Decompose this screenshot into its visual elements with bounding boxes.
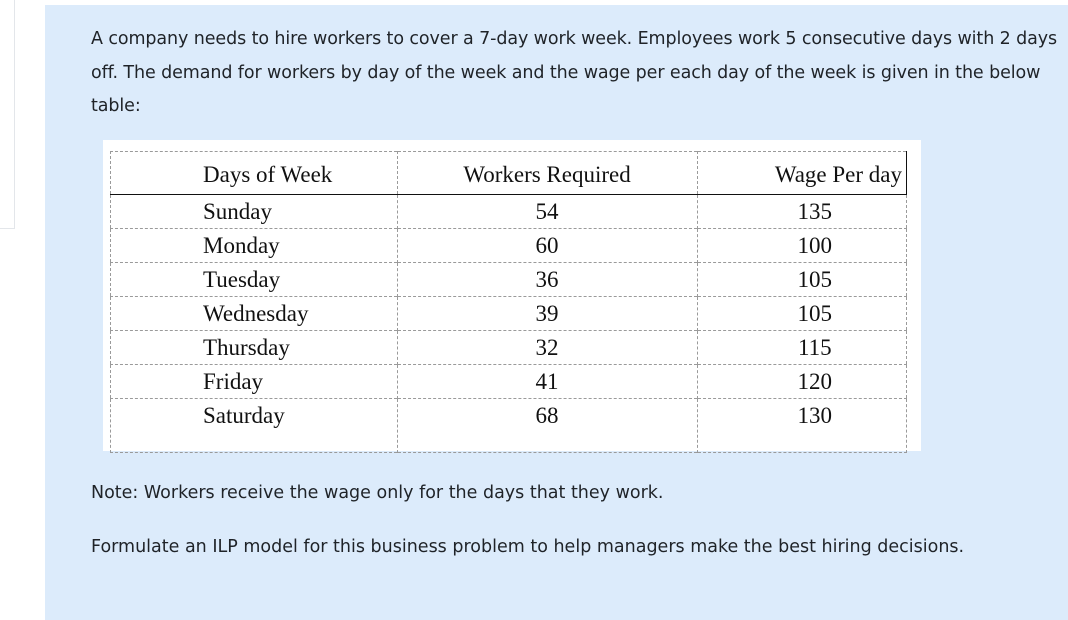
wage-cell: 130: [797, 403, 833, 428]
day-cell: Thursday: [111, 331, 398, 365]
table-row: [111, 331, 907, 365]
wage-cell: 120: [797, 369, 833, 394]
table-row: [111, 263, 907, 297]
wage-cell: 105: [797, 301, 833, 326]
left-panel-edge: [0, 0, 15, 229]
task-statement: Formulate an ILP model for this business problem to help managers make the best hiring decisions.: [91, 537, 965, 557]
workers-required-cell: 41: [397, 365, 697, 399]
demand-wage-table: [110, 151, 907, 453]
workers-required-cell: 39: [397, 297, 697, 331]
problem-statement: A company needs to hire workers to cover a 7-day work week. Employees work 5 consecutive days with 2 days off. The demand for workers by day of the week and the wage per each day of the week is given in the below table:: [91, 29, 1058, 116]
workers-required-cell: 54: [397, 195, 697, 229]
day-cell: Saturday: [111, 399, 398, 453]
table-row: [111, 229, 907, 263]
question-card: [45, 5, 1068, 620]
workers-required-cell: 36: [397, 263, 697, 297]
wage-cell: 115: [797, 335, 832, 360]
header-workers-required: Workers Required: [397, 152, 697, 195]
day-cell: Friday: [111, 365, 398, 399]
table-row: [111, 399, 907, 453]
table-row: [111, 365, 907, 399]
workers-required-cell: 60: [397, 229, 697, 263]
day-cell: Tuesday: [111, 263, 398, 297]
day-cell: Sunday: [111, 195, 398, 229]
wage-cell: 105: [797, 267, 833, 292]
wage-note: Note: Workers receive the wage only for the days that they work.: [91, 483, 664, 503]
table-row: [111, 195, 907, 229]
wage-cell: 100: [797, 233, 833, 258]
demand-wage-table-image: [103, 140, 921, 451]
wage-cell: 135: [797, 199, 833, 224]
table-header-row: [111, 152, 907, 195]
header-days-of-week: Days of Week: [111, 152, 398, 195]
header-wage-per-day: Wage Per day: [697, 152, 906, 195]
workers-required-cell: 68: [397, 399, 697, 453]
day-cell: Wednesday: [111, 297, 398, 331]
day-cell: Monday: [111, 229, 398, 263]
table-row: [111, 297, 907, 331]
workers-required-cell: 32: [397, 331, 697, 365]
